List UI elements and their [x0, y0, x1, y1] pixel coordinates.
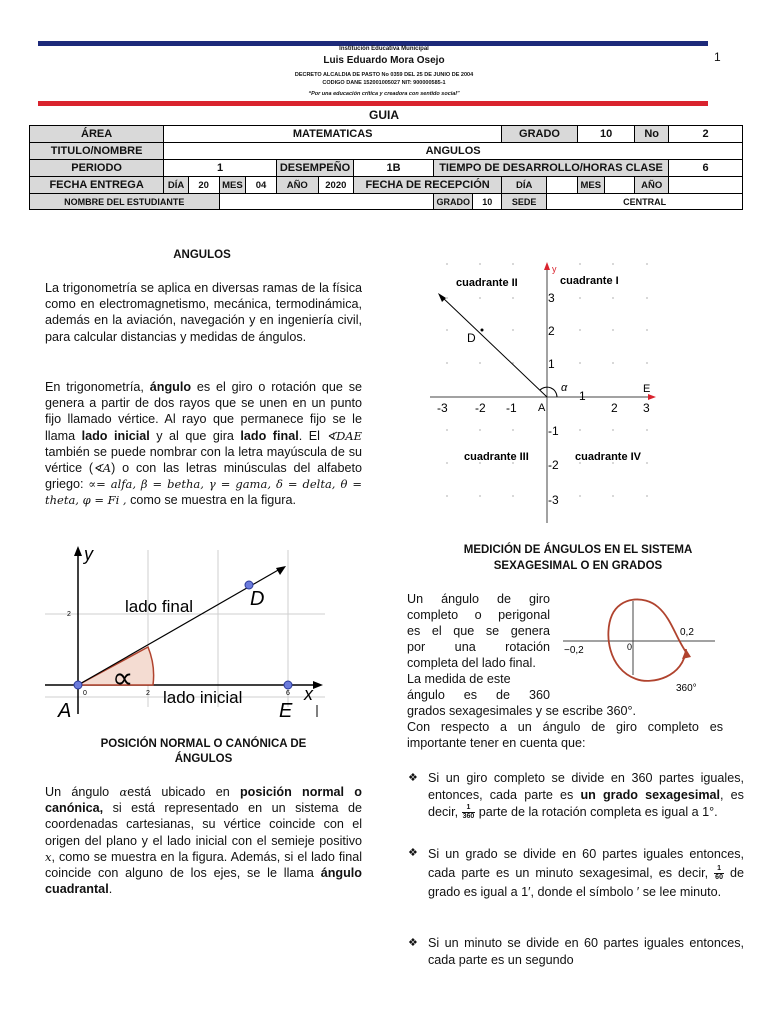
fig3-deg: 360° — [676, 683, 697, 694]
fraction-1-360: $\frac{1}{360}$ — [462, 804, 475, 821]
grade-value: 10 — [577, 126, 634, 143]
perigonal-line-1: Un ángulo de giro — [407, 592, 550, 606]
area-value: MATEMATICAS — [164, 126, 502, 143]
year-value: 2020 — [318, 177, 353, 194]
doc-type-title: GUIA — [369, 108, 399, 122]
student-name-field[interactable] — [219, 194, 433, 210]
fig2-ytick: 3 — [548, 291, 555, 305]
diamond-bullet-icon: ❖ — [408, 847, 418, 859]
no-value: 2 — [669, 126, 743, 143]
fig1-lado-inicial: lado inicial — [163, 688, 243, 707]
section-title-position-line2: ÁNGULOS — [174, 753, 233, 765]
fig2-ytick: -1 — [548, 424, 559, 438]
month-value: 04 — [246, 177, 277, 194]
fraction-1-60: $\frac{1}{60}$ — [715, 865, 723, 882]
fig2-xtick: -2 — [475, 401, 486, 415]
time-value: 6 — [669, 160, 743, 177]
fig1-lado-final: lado final — [125, 597, 194, 616]
fig2-ytick: -2 — [548, 458, 559, 472]
fig2-xtick: -3 — [437, 401, 448, 415]
student-grade-label: GRADO — [433, 194, 472, 210]
dane-line: CODIGO DANE 152001005027 NIT: 900000585-1 — [322, 80, 446, 86]
motto: “Por una educación crítica y creadora con sentido social” — [308, 91, 460, 97]
perigonal-line-2: completo o perigonal — [407, 608, 550, 622]
fig2-xtick: -1 — [506, 401, 517, 415]
angle-figure — [40, 542, 330, 722]
day-label: DÍA — [164, 177, 189, 194]
fig2-point-a: A — [538, 402, 546, 414]
delivery-label: FECHA ENTREGA — [30, 177, 164, 194]
time-label: TIEMPO DE DESARROLLO/HORAS CLASE — [433, 160, 668, 177]
fig2-point-d: D — [467, 331, 476, 345]
diamond-bullet-icon: ❖ — [408, 937, 418, 949]
title-value: ANGULOS — [164, 143, 743, 160]
institution-type: Institución Educativa Municipal — [339, 46, 429, 52]
header-bottom-bar — [38, 101, 708, 106]
fig1-tick-0: 0 — [83, 690, 87, 697]
fig2-xtick: 2 — [611, 401, 618, 415]
perigonal-line-6: La medida de este — [407, 672, 511, 686]
fig3-zero: 0 — [627, 642, 633, 652]
decree-line: DECRETO ALCALDIA DE PASTO No 0359 DEL 25 DE JUNIO DE 2004 — [294, 72, 474, 78]
fig2-q1: cuadrante I — [560, 275, 619, 287]
day-value: 20 — [188, 177, 219, 194]
fig1-point-e: E — [279, 700, 293, 722]
sede-label: SEDE — [502, 194, 547, 210]
section-title-position-line1: POSICIÓN NORMAL O CANÓNICA DE — [100, 738, 307, 750]
rec-year-value[interactable] — [669, 177, 743, 194]
rec-day-label: DÍA — [502, 177, 547, 194]
rec-month-value[interactable] — [604, 177, 635, 194]
fig2-q3: cuadrante III — [464, 451, 529, 463]
period-label: PERIODO — [30, 160, 164, 177]
institution-name: Luis Eduardo Mora Osejo — [323, 55, 445, 66]
student-label: NOMBRE DEL ESTUDIANTE — [30, 194, 220, 210]
fig1-x-label: x — [304, 684, 313, 704]
month-label: MES — [219, 177, 246, 194]
reception-label: FECHA DE RECEPCIÓN — [354, 177, 502, 194]
perigonal-tail: grados sexagesimales y se escribe 360°. — [407, 704, 637, 718]
diamond-bullet-icon: ❖ — [408, 772, 418, 784]
fig2-point-e: E — [643, 383, 651, 395]
perigonal-paragraph-2: Con respecto a un ángulo de giro completo es importante tener en cuenta que: — [407, 720, 723, 751]
page-number: 1 — [714, 50, 721, 64]
bullet-list: ❖ Si un giro completo se divide en 360 partes iguales, entonces, cada parte es un grado sexagesimal, es decir, $\frac{1}{360}$ parte de la rotación completa es igual a 1°. ❖ Si un grado se divide en 60 partes iguales entonces, cada parte es un minuto sexagesimal, es decir, $\frac{1}{60}$ de grado es igual a 1′, donde el símbolo ′ se lee minuto. ❖ Si un minuto se divide en 60 partes iguales entonces, cada parte es un segundo — [408, 771, 744, 967]
rec-day-value[interactable] — [547, 177, 578, 194]
fig1-y-label: y — [84, 544, 93, 564]
fig2-ytick: -3 — [548, 493, 559, 507]
section-title-measure-line1: MEDICIÓN DE ÁNGULOS EN EL SISTEMA — [463, 544, 693, 556]
fig3-pos: 0,2 — [680, 627, 694, 638]
quadrant-figure — [420, 258, 720, 528]
perigonal-line-3: es el que se genera — [407, 624, 550, 638]
section-title-angulos: ANGULOS — [173, 249, 231, 261]
perigonal-line-7: ángulo es de 360 — [407, 688, 550, 702]
intro-paragraph: La trigonometría se aplica en diversas ramas de la física como en electromagnetismo, mecánica, termodinámica, además en la aviación, navegación y en ingeniería civil, para calcular distancias y medidas de ángulos. — [45, 281, 362, 344]
full-rotation-figure — [560, 597, 720, 697]
fig2-q4: cuadrante IV — [575, 451, 642, 463]
fig1-alpha: ∝ — [112, 662, 134, 695]
definition-paragraph: En trigonometría, ángulo es el giro o rotación que se genera a partir de dos rayos que se unen en un punto fijo llamado vértice. Al rayo que permanece fijo se le llama lado inicial y al que gira lado final. El ∢DAE también se puede nombrar con la letra mayúscula de su vértice (∢A) o con las letras minúsculas del alfabeto griego: ∝= alfa, β = betha, γ = gama, δ = delta, θ = theta, φ = Fi , como se muestra en la figura. — [45, 380, 362, 508]
sede-value: CENTRAL — [547, 194, 743, 210]
area-label: ÁREA — [30, 126, 164, 143]
section-title-measure-line2: SEXAGESIMAL O EN GRADOS — [493, 560, 663, 572]
title-label: TITULO/NOMBRE — [30, 143, 164, 160]
fig1-point-d: D — [250, 588, 265, 610]
fig3-neg: −0,2 — [564, 645, 584, 656]
performance-value: 1B — [354, 160, 434, 177]
fig2-ytick: 1 — [548, 357, 555, 371]
rec-month-label: MES — [577, 177, 604, 194]
fig2-xtick: 1 — [579, 389, 586, 403]
grade-label: GRADO — [502, 126, 578, 143]
fig2-xtick: 3 — [643, 401, 650, 415]
performance-label: DESEMPEÑO — [276, 160, 353, 177]
fig2-alpha: α — [561, 382, 568, 394]
position-paragraph: Un ángulo αestá ubicado en posición normal o canónica, si está representado en un sistema de coordenadas cartesianas, su vértice coincide con el origen del plano y el lado inicial con el semieje positivo x, como se muestra en la figura. Además, si el lado final coincide con alguno de los ejes, se le llama ángulo cuadrantal. — [45, 785, 362, 897]
student-grade-value: 10 — [473, 194, 502, 210]
fig2-ytick: 2 — [548, 324, 555, 338]
fig1-tick-2y: 2 — [67, 611, 71, 618]
fig2-q2: cuadrante II — [456, 277, 518, 289]
perigonal-line-5: completa del lado final. — [407, 656, 536, 670]
rec-year-label: AÑO — [635, 177, 669, 194]
fig1-tick-6: 6 — [286, 690, 290, 697]
info-table — [29, 125, 743, 210]
no-label: No — [635, 126, 669, 143]
fig1-tick-2x: 2 — [146, 690, 150, 697]
year-label: AÑO — [276, 177, 318, 194]
perigonal-line-4: por una rotación — [407, 640, 550, 654]
fig1-point-a: A — [58, 700, 72, 722]
fig2-y-label: y — [552, 264, 557, 274]
period-value: 1 — [164, 160, 277, 177]
